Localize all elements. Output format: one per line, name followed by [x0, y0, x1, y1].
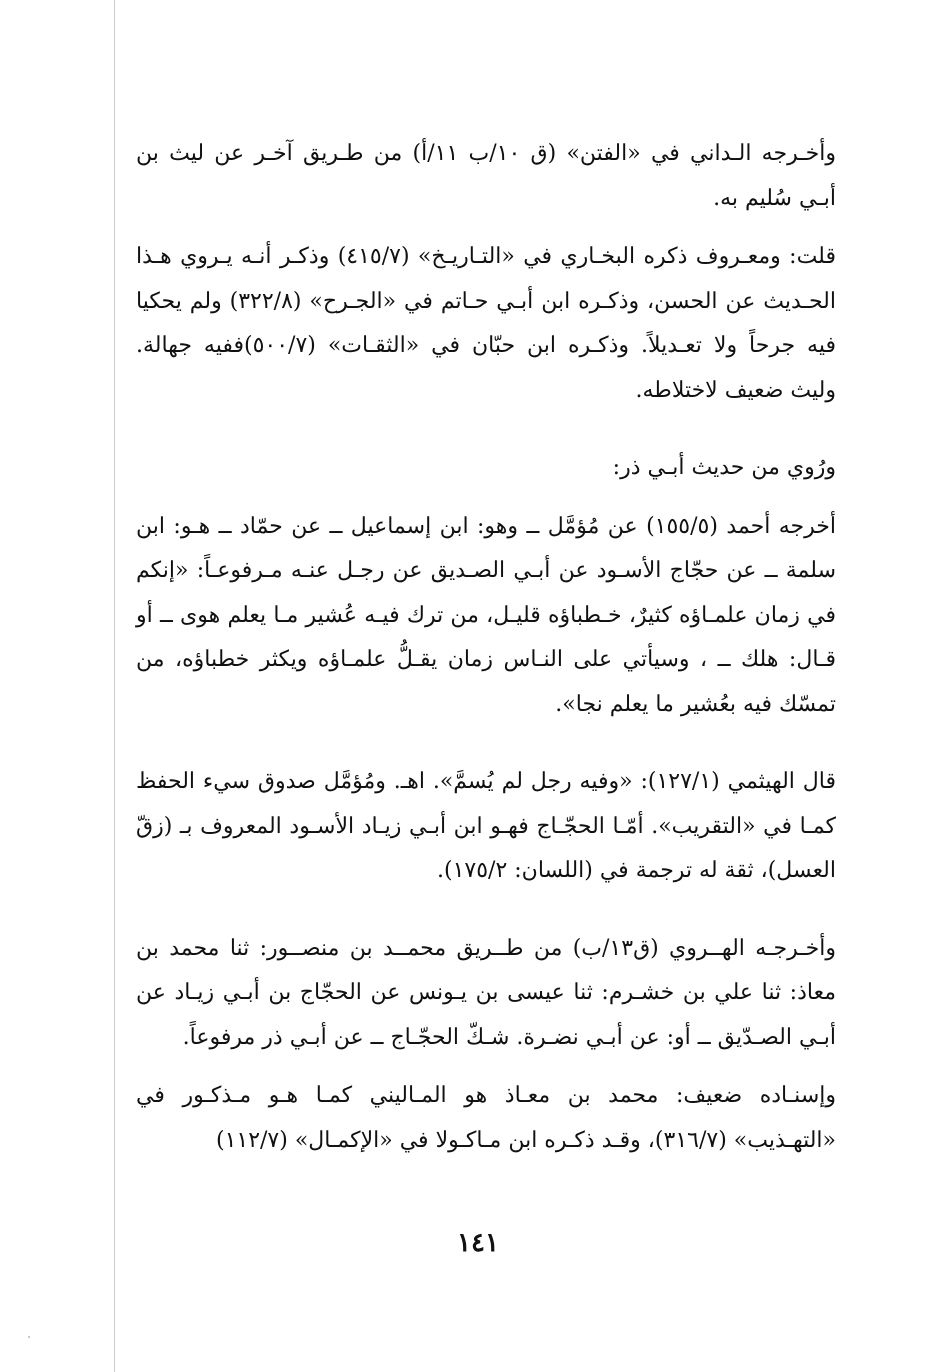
paragraph-commentary-maaruf: قلت: ومعـروف ذكره البخـاري في «التـاريـخ» (٤١٥/٧) وذكـر أنـه يـروي هـذا الحـديث عن الحسن، وذكـره ابن أبـي حـاتم في «الجـرح» (٣٢٢/٨) ولم يحكيا فيه جرحاً ولا تعـديلاً. وذكـره ابن حبّان في «الثقـات» (٥٠٠/٧)ففيه جهالة. وليث ضعيف لاختلاطه. [136, 244, 836, 403]
paragraph-ahmad-narration: أخرجه أحمد (١٥٥/٥) عن مُؤمَّل ــ وهو: ابن إسماعيل ــ عن حمّاد ــ هـو: ابن سلمة ــ عن حجّاج الأسـود عن أبـي الصـديق عن رجـل عنـه مـرفوعـاً: «إنكم في زمان علمـاؤه كثيرٌ، خـطباؤه قليـل، من ترك فيـه عُشير مـا يعلم هوى ــ أو قـال: هلك ــ ، وسيأتي على النـاس زمان يقـلُّ علمـاؤه ويكثر خطباؤه، من تمسّك فيه بعُشير ما يعلم نجا». [136, 513, 836, 717]
scan-speck [28, 1336, 30, 1338]
paragraph-dani-fitan: وأخـرجه الـداني في «الفتن» (ق ١٠/ب ١١/أ) من طـريق آخـر عن ليث بن أبـي سُليم به. [136, 141, 836, 211]
paragraph-isnad-weak: وإسنـاده ضعيف: محمد بن معـاذ هو المـاليني كمـا هـو مـذكـور في «التهـذيب» (٣١٦/٧)، وقـد ذكـره ابن مـاكـولا في «الإكمـال» (١١٢/٧) [136, 1083, 836, 1153]
body-text [136, 132, 836, 1163]
paragraph-abu-dharr-heading: ورُوي من حديث أبـي ذر: [612, 455, 836, 480]
paragraph-harawi: وأخـرجـه الهــروي (ق١٣/ب) من طــريق محمــد بن منصــور: ثنا محمد بن معاذ: ثنا علي بن خشـرم: ثنا عيسى بن يـونس عن الحجّاج بن أبـي زيـاد عن أبـي الصـدّيق ــ أو: عن أبـي نضـرة. شـكّ الحجّـاج ــ عن أبـي ذر مرفوعاً. [136, 935, 836, 1050]
page-edge-line [114, 0, 115, 1372]
paragraph-haythami: قال الهيثمي (١٢٧/١): «وفيه رجل لم يُسمَّ». اهـ. ومُؤمَّل صدوق سيء الحفظ كمـا في «التقريب». أمّـا الحجّـاج فهـو ابن أبـي زيـاد الأسـود المعروف بـ (زقّ العسل)، ثقة له ترجمة في (اللسان: ١٧٥/٢). [136, 769, 836, 883]
page-number: ١٤١ [457, 1228, 499, 1258]
